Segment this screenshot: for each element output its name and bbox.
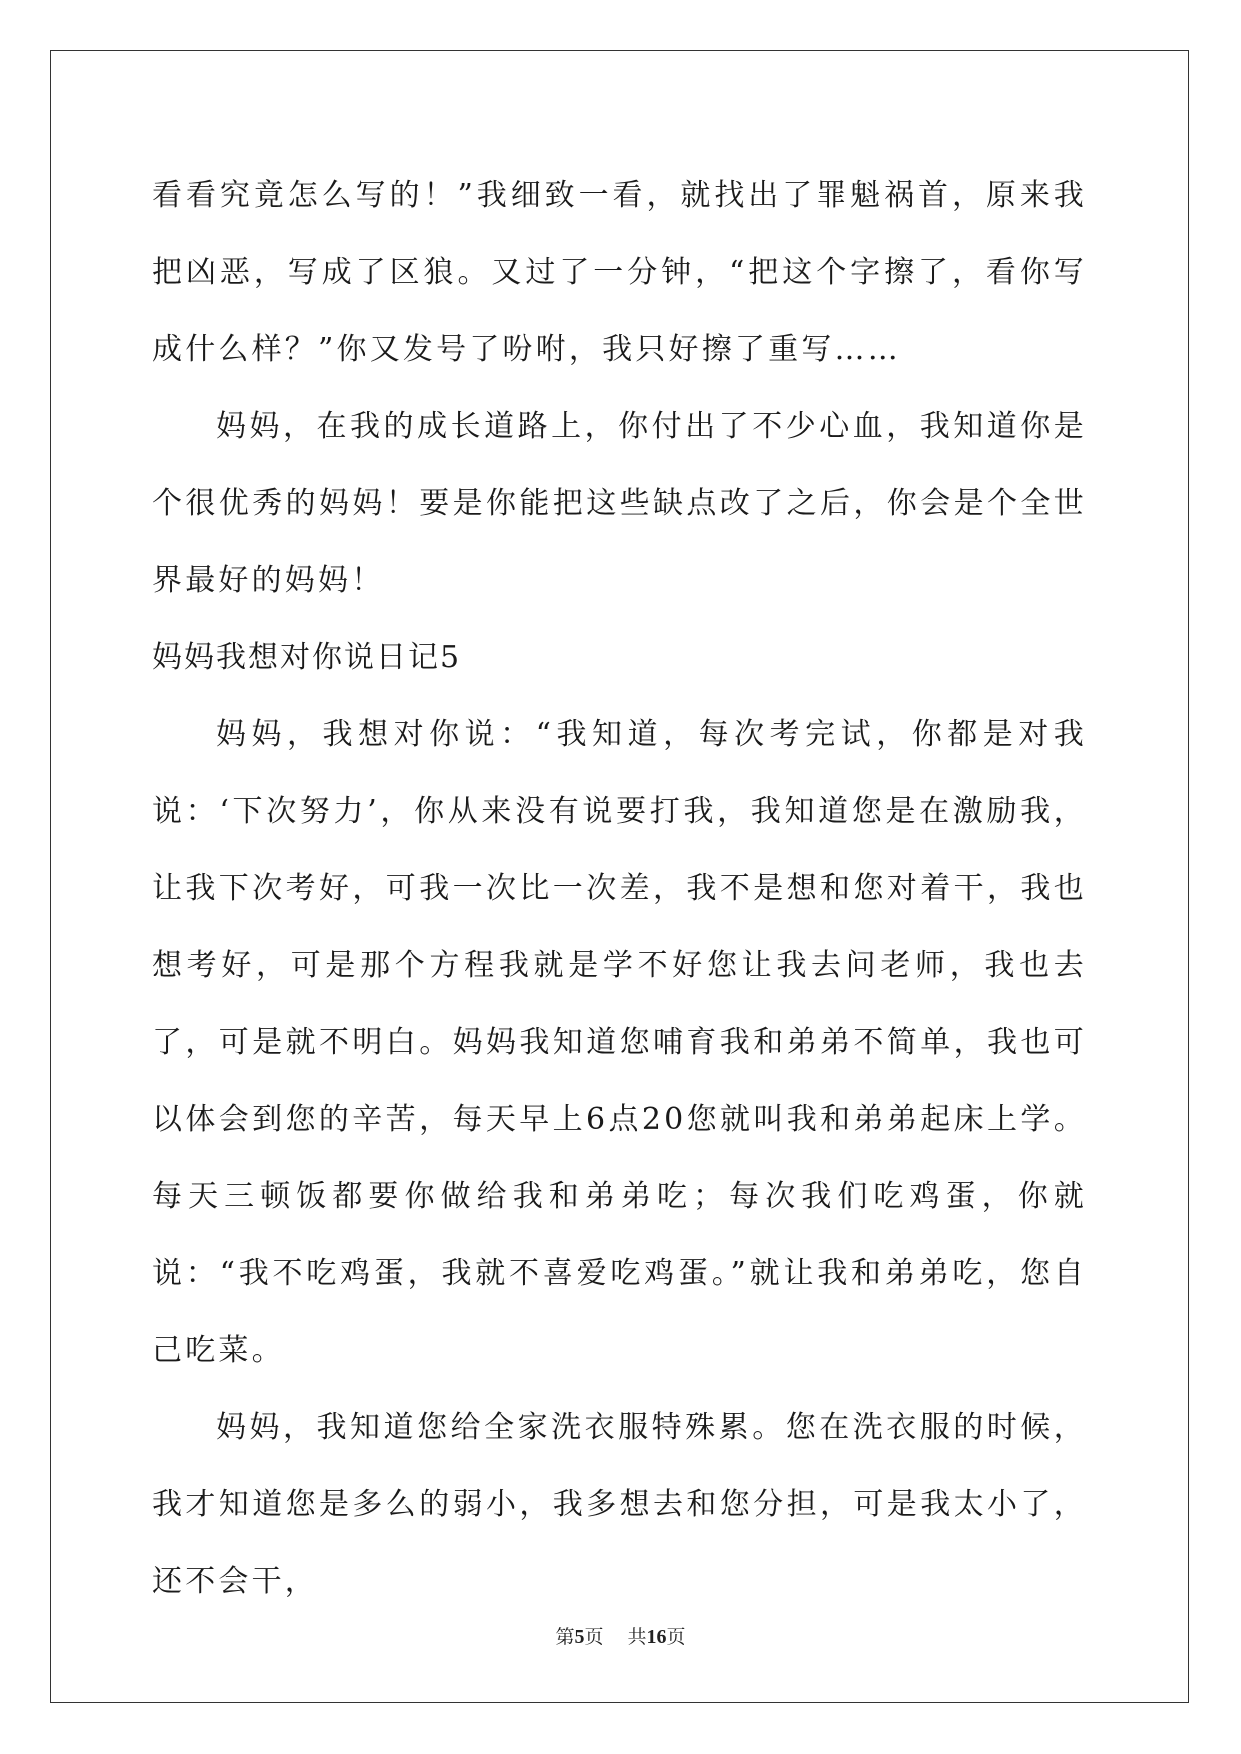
total-page-number: 16 (646, 1626, 667, 1648)
paragraph-exam: 妈妈，我想对你说：“我知道，每次考完试，你都是对我说：‘下次努力’，你从来没有说要打我，我知道您是在激励我，让我下次考好，可我一次比一次差，我不是想和您对着干，我也想考好，可是那个方程我就是学不好您让我去问老师，我也去了，可是就不明白。妈妈我知道您哺育我和弟弟不简单，我也可以体会到您的辛苦，每天早上6点20您就叫我和弟弟起床上学。每天三顿饭都要你做给我和弟弟吃；每次我们吃鸡蛋，你就说：“我不吃鸡蛋，我就不喜爱吃鸡蛋。”就让我和弟弟吃，您自己吃菜。 (152, 717, 1087, 1368)
document-body (152, 157, 1087, 1620)
footer-page-suffix: 页 (584, 1626, 604, 1648)
section-heading: 妈妈我想对你说日记5 (152, 640, 462, 675)
paragraph-continuation: 看看究竟怎么写的！”我细致一看，就找出了罪魁祸首，原来我把凶恶，写成了区狼。又过了一分钟，“把这个字擦了，看你写成什么样？”你又发号了吩咐，我只好擦了重写…… (152, 178, 1087, 367)
current-page-number: 5 (574, 1626, 585, 1648)
footer-total-suffix: 页 (666, 1626, 686, 1648)
paragraph-laundry: 妈妈，我知道您给全家洗衣服特殊累。您在洗衣服的时候，我才知道您是多么的弱小，我多想去和您分担，可是我太小了，还不会干， (152, 1410, 1087, 1599)
page-footer (0, 1622, 1241, 1649)
paragraph-praise: 妈妈，在我的成长道路上，你付出了不少心血，我知道你是个很优秀的妈妈！要是你能把这些缺点改了之后，你会是个全世界最好的妈妈！ (152, 409, 1087, 598)
footer-total-prefix: 共 (627, 1626, 647, 1648)
footer-prefix: 第 (555, 1626, 575, 1648)
